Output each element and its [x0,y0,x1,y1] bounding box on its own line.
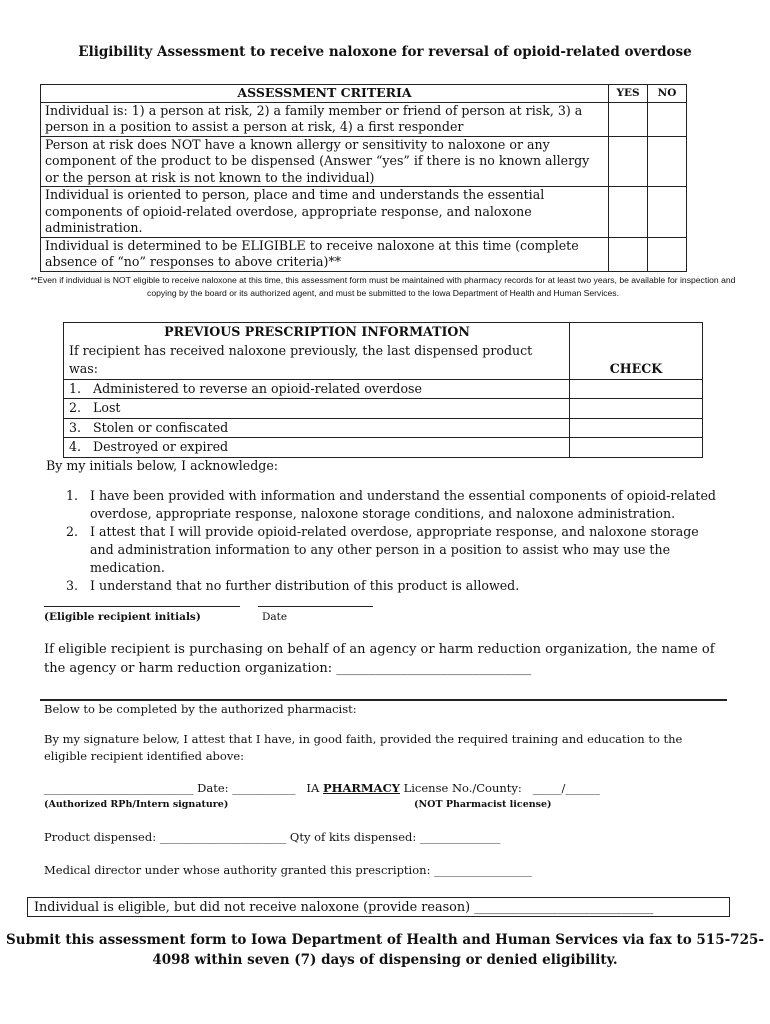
license-line[interactable]: _____/______ [532,781,600,795]
previous-item-2-check-cell[interactable] [570,399,703,419]
previous-item-1 [64,379,570,399]
previous-item-label: Administered to reverse an opioid-related overdose [93,380,422,396]
previous-item-1-check-cell[interactable] [570,379,703,399]
criteria-3-no-cell[interactable] [648,187,687,238]
acknowledge-intro: By my initials below, I acknowledge: [46,458,279,473]
previous-prescription-title: PREVIOUS PRESCRIPTION INFORMATION [164,324,470,339]
pharmacist-signature-line[interactable]: __________________________ [44,781,194,795]
pharmacy-label: PHARMACY [322,781,400,795]
qty-line[interactable]: ______________ [419,830,501,844]
recipient-initials-line[interactable] [44,594,240,607]
product-line[interactable]: ______________________ [159,830,287,844]
ia-label: IA [306,781,320,795]
submit-instructions: Submit this assessment form to Iowa Department of Health and Human Services via fax to 515-725-4098 within seven (7) days of dispensing or denied eligibility. [6,932,764,968]
assessment-criteria-table [40,84,687,272]
product-row [44,830,500,844]
pharmacist-signature-row [44,781,600,795]
recipient-initials-caption: (Eligible recipient initials) [44,611,201,623]
acknowledge-item-number: 3. [66,578,79,593]
criteria-3-yes-cell[interactable] [609,187,648,238]
criteria-4-no-cell[interactable] [648,237,687,271]
criteria-row-4: Individual is determined to be ELIGIBLE to receive naloxone at this time (complete absence of “no” responses to above criteria)** [41,237,609,271]
document-title: Eligibility Assessment to receive naloxone for reversal of opioid-related overdose [78,44,692,60]
check-column-header: CHECK [570,323,703,380]
previous-prescription-header [64,323,570,380]
acknowledge-item-number: 2. [66,524,79,539]
pharmacist-date-label: Date: [197,781,229,795]
previous-item-number: 1. [69,380,82,396]
pharmacist-intro: Below to be completed by the authorized pharmacist: [44,702,357,716]
recipient-initials-label [44,611,201,623]
acknowledge-list [66,487,716,595]
recipient-date-label: Date [262,611,288,623]
no-column-header: NO [648,85,687,103]
license-label: License No./County: [403,781,522,795]
recipient-date-line[interactable] [258,594,373,607]
criteria-1-yes-cell[interactable] [609,102,648,136]
criteria-4-yes-cell[interactable] [609,237,648,271]
medical-director-row [44,863,532,877]
previous-item-label: Stolen or confiscated [93,419,229,435]
previous-prescription-table [63,322,703,458]
previous-item-3-check-cell[interactable] [570,418,703,438]
criteria-2-yes-cell[interactable] [609,136,648,187]
previous-item-number: 4. [69,439,82,454]
previous-item-3 [64,418,570,438]
previous-item-label: Lost [93,400,121,415]
acknowledge-item-2 [66,523,716,577]
previous-item-4-check-cell[interactable] [570,438,703,458]
acknowledge-item-text: I understand that no further distribution of this product is allowed. [90,578,520,593]
qty-label: Qty of kits dispensed: [289,830,417,844]
acknowledge-item-text: I attest that I will provide opioid-related overdose, appropriate response, and naloxone storage and administration information to any other person in a position to assist who may use the medication. [90,524,699,575]
signature-caption: (Authorized RPh/Intern signature) [44,799,229,810]
section-divider [40,699,727,701]
acknowledge-item-text: I have been provided with information and understand the essential components of opioid-related overdose, appropriate response, naloxone storage conditions, and naloxone administration. [90,488,716,521]
medical-director-label: Medical director under whose authority granted this prescription: [44,863,431,877]
agency-paragraph: If eligible recipient is purchasing on behalf of an agency or harm reduction organization, the name of the agency or harm reduction organization: ______________________________ [44,642,715,676]
criteria-1-no-cell[interactable] [648,102,687,136]
criteria-row-1: Individual is: 1) a person at risk, 2) a family member or friend of person at risk, 3) a person in a position to assist a person at risk, 4) a first responder [41,102,609,136]
criteria-row-3: Individual is oriented to person, place and time and understands the essential components of opioid-related overdose, appropriate response, and naloxone administration. [41,187,609,238]
previous-item-2 [64,399,570,419]
previous-item-4 [64,438,570,458]
criteria-row-2: Person at risk does NOT have a known allergy or sensitivity to naloxone or any component of the product to be dispensed (Answer “yes” if there is no known allergy or the person at risk is not known to the individual) [41,136,609,187]
yes-column-header: YES [609,85,648,103]
pharmacist-attestation: By my signature below, I attest that I have, in good faith, provided the required training and education to the eligible recipient identified above: [44,732,683,763]
criteria-2-no-cell[interactable] [648,136,687,187]
pharmacist-date-line[interactable]: ___________ [232,781,296,795]
acknowledge-item-3 [66,577,716,595]
previous-item-number: 3. [69,419,82,435]
previous-item-label: Destroyed or expired [93,439,229,454]
retention-footnote: **Even if individual is NOT eligible to receive naloxone at this time, this assessment form must be maintained with pharmacy records for at least two years, be available for inspection and copying by the board or its authorized agent, and must be submitted to the Iowa Department of Health and Human Services. [30,275,736,298]
previous-prescription-subheader: If recipient has received naloxone previously, the last dispensed product was: [69,342,533,376]
medical-director-line[interactable]: _________________ [434,863,532,877]
previous-item-number: 2. [69,400,82,415]
acknowledge-item-1 [66,487,716,523]
assessment-criteria-header: ASSESSMENT CRITERIA [41,85,609,103]
not-received-box[interactable]: Individual is eligible, but did not receive naloxone (provide reason) ____________________________ [27,897,730,917]
acknowledge-item-number: 1. [66,488,79,503]
license-caption: (NOT Pharmacist license) [414,799,552,810]
product-label: Product dispensed: [44,830,157,844]
